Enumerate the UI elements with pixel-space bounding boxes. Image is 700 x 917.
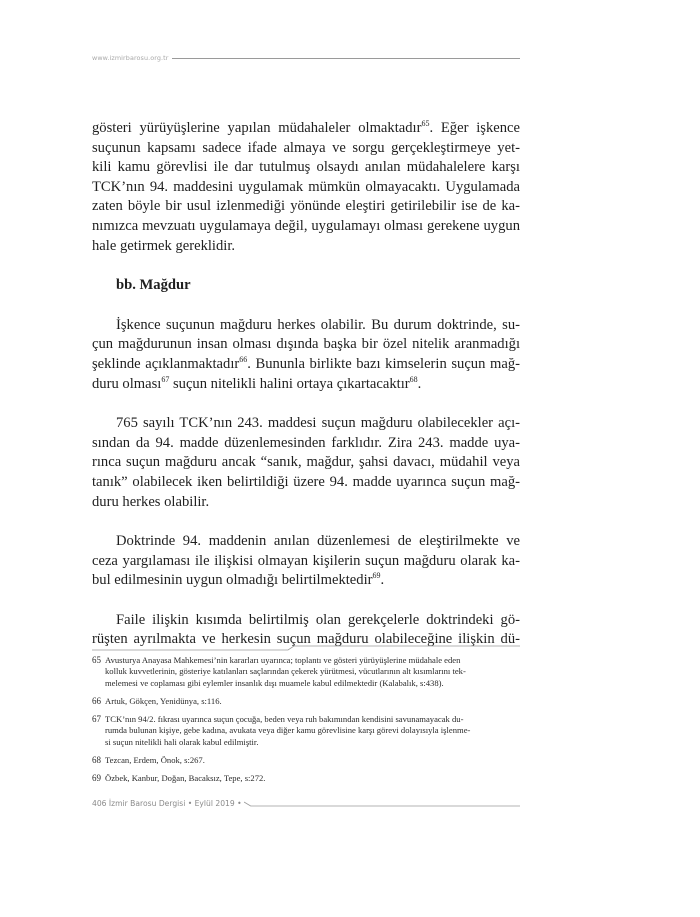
footnote-68 [92, 755, 520, 766]
paragraph-1 [92, 119, 520, 256]
footnote-number: 65 [92, 655, 101, 665]
text-line: duru olması$^{67}$ suçun nitelikli halini ortaya çıkartacaktır$^{68}$. [92, 374, 422, 392]
paragraph-2 [92, 316, 520, 394]
footnote-ref-66[interactable]: 66 [239, 354, 248, 364]
footnote-text: TCK’nın 94/2. fıkrası uyarınca suçun çocuğa, beden veya ruh bakımından kendisini savunamayacak du- rumda bulunan kişiye, gebe kadına, avukata veya diğer kamu görevlisine karşı görevi dolayısıyla işlenme- si suçun nitelikli hali olarak kabul edilmiştir. [105, 714, 471, 747]
text-line: şeklinde açıklanmaktadır$^{66}$. Bununla birlikte bazı kimselerin suçun mağ- [92, 354, 520, 372]
text-line: nımızca mevzuatı uygulamaya değil, uygulamayı olması gerekene uygun [92, 217, 520, 234]
text-line: İşkence suçunun mağduru herkes olabilir. Bu durum doktrinde, su- [116, 316, 520, 333]
footnote-67 [92, 714, 520, 748]
text-line: suçunun kapsamı sadece ifade almaya ve sorgu gerçekleştirmeye yet- [92, 139, 520, 156]
footnote-ref-65[interactable]: 65 [421, 119, 430, 128]
footnote-ref-68[interactable]: 68 [409, 374, 418, 384]
footnote-69 [92, 773, 520, 784]
text-line: bul edilmesinin uygun olmadığı belirtilmektedir$^{69}$. [92, 571, 385, 589]
footnote-rule [92, 645, 520, 651]
footnote-text: Özbek, Kanbur, Doğan, Bacaksız, Tepe, s:272. [105, 773, 266, 784]
text-line: TCK’nın 94. maddesini uygulamak mümkün olmayacaktı. Uygulamada [92, 178, 520, 195]
text-line: Doktrinde 94. maddenin anılan düzenlemesi de eleştirilmekte ve [116, 533, 520, 550]
text-line: rınca suçun mağduru ancak “sanık, mağdur, şahsi davacı, müdahil veya [92, 454, 520, 471]
text-line: 765 sayılı TCK’nın 243. maddesi suçun mağduru olabilecekler açı- [116, 415, 520, 432]
text-line: hale getirmek gereklidir. [92, 237, 236, 254]
body-text [92, 119, 520, 650]
text-line: Faile ilişkin kısımda belirtilmiş olan gerekçelerle doktrindeki gö- [116, 611, 520, 628]
footer-running-text: 406 İzmir Barosu Dergisi • Eylül 2019 • [92, 799, 242, 808]
footnote-text: Tezcan, Erdem, Önok, s:267. [105, 755, 205, 766]
footnote-text: Artuk, Gökçen, Yenidünya, s:116. [105, 695, 222, 706]
text-line: zaten böyle bir usul izlenmediği yönünde eleştiri getirilebilir ise de ka- [92, 198, 520, 215]
text-line: gösteri yürüyüşlerine yapılan müdahaleler olmaktadır$^{65}$. Eğer işkence [92, 119, 520, 136]
page-footer [92, 799, 520, 808]
text-line: tanık” olabilecek iken belirtildiği üzere 94. madde uyarınca suçun mağ- [92, 473, 520, 490]
text-line: rüşten ayrılmakta ve herkesin suçun mağduru olabileceğine ilişkin dü- [92, 631, 520, 648]
header-url[interactable]: www.izmirbarosu.org.tr [92, 54, 169, 62]
text-line: ceza yargılaması ile ilişkisi olmayan kişilerin suçun mağduru olarak ka- [92, 552, 520, 569]
page-header [92, 54, 520, 62]
footnote-number: 67 [92, 714, 101, 725]
footer-rule [244, 801, 520, 807]
text-line: duru herkes olabilir. [92, 493, 210, 510]
footnote-number: 69 [92, 773, 101, 784]
footnote-text: Avusturya Anayasa Mahkemesi’nin kararları uyarınca; toplantı ve gösteri yürüyüşlerine müdahale eden kolluk kuvvetlerinin, gösteriye katılanları saçlarından çekerek yürütmesi, vücutlarının alt kısımlarını tek- melemesi ve coplaması gibi eylemler insanlık dışı muamele kabul edilmektedir (Kalabalık, s:438). [105, 655, 466, 688]
footnote-ref-69[interactable]: 69 [372, 571, 381, 581]
paragraph-4 [92, 532, 520, 591]
footnote-66 [92, 696, 520, 707]
footnote-number: 68 [92, 755, 101, 766]
footnote-ref-67[interactable]: 67 [161, 374, 170, 384]
paragraph-3 [92, 414, 520, 512]
footnote-65 [92, 655, 520, 689]
footnote-number: 66 [92, 695, 101, 706]
header-rule [172, 58, 520, 59]
text-line: kili kamu görevlisi ile dar tutulmuş olsaydı anılan müdahalelere karşı [92, 159, 520, 176]
section-heading: bb. Mağdur [116, 277, 191, 294]
text-line: sından da 94. madde düzenlemesinden farklıdır. Zira 243. madde uya- [92, 434, 520, 451]
footnotes [92, 655, 520, 792]
text-line: çun mağdurunun insan olması dışında başka bir özel nitelik aranmadığı [92, 336, 520, 353]
